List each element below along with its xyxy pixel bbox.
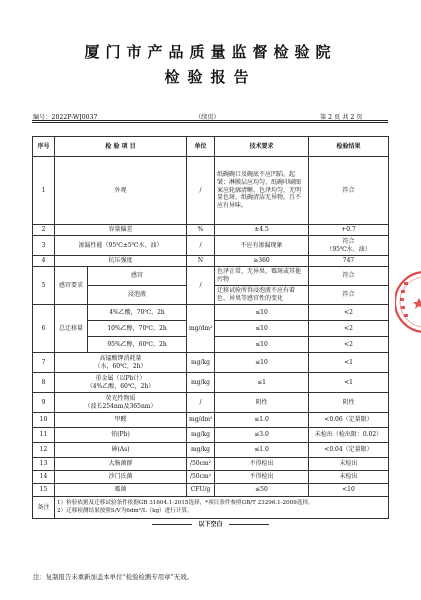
row-result: <1 xyxy=(309,353,389,373)
row-no: 2 xyxy=(33,225,55,236)
row-subitem: 10%乙醇，70℃，2h xyxy=(88,321,187,337)
header-item: 检 验 项 目 xyxy=(55,137,187,157)
official-seal-stamp xyxy=(395,262,421,342)
row-requirement: ±4.5 xyxy=(215,225,309,236)
table-row xyxy=(33,157,389,225)
report-title: 检验报告 xyxy=(164,68,257,86)
row-no: 7 xyxy=(33,353,55,373)
row-no: 11 xyxy=(33,428,55,443)
row-unit: CFU/g xyxy=(187,484,215,497)
header-unit: 单位 xyxy=(187,137,215,157)
row-requirement: 迁移试验所得浸泡液不应有着色、异臭等感官性的变化 xyxy=(215,286,309,305)
row-result: 747 xyxy=(309,256,389,267)
row-requirement: ≥360 xyxy=(215,256,309,267)
row-no: 15 xyxy=(33,484,55,497)
row-item: 甲醛 xyxy=(55,413,187,428)
row-result: <1 xyxy=(309,373,389,393)
row-requirement: ≤10 xyxy=(215,321,309,337)
row-requirement: 不应有渗漏现象 xyxy=(215,236,309,256)
row-no: 12 xyxy=(33,443,55,458)
row-result: 未检出（检出限：0.02） xyxy=(309,428,389,443)
row-no: 1 xyxy=(33,157,55,225)
row-result: <2 xyxy=(309,321,389,337)
row-no: 9 xyxy=(33,393,55,413)
header-no: 序号 xyxy=(33,137,55,157)
row-item: 荧光性物质 （波长254nm及365nm） xyxy=(55,393,187,413)
row-subitem: 95%乙醇，60℃，2h xyxy=(88,337,187,353)
row-unit: / xyxy=(187,267,215,305)
row-result: <0.04（定量限） xyxy=(309,443,389,458)
row-item: 砷(As) xyxy=(55,443,187,458)
row-result: 未检出 xyxy=(309,471,389,484)
row-item: 渗漏性能（95℃±5℃水、油） xyxy=(55,236,187,256)
row-no: 13 xyxy=(33,458,55,471)
row-requirement: ≤50 xyxy=(215,484,309,497)
row-requirement: 不得检出 xyxy=(215,471,309,484)
row-requirement: ≤1 xyxy=(215,373,309,393)
row-no: 14 xyxy=(33,471,55,484)
row-result: 符合 xyxy=(309,267,389,286)
org-name: 厦门市产品质量监督检验院 xyxy=(84,43,337,61)
table-row xyxy=(33,267,389,286)
row-unit: / xyxy=(187,393,215,413)
table-row xyxy=(33,443,389,458)
row-requirement: 阴性 xyxy=(215,393,309,413)
row-result: 符合 xyxy=(309,157,389,225)
row-unit: mg/dm² xyxy=(187,413,215,428)
row-unit: % xyxy=(187,225,215,236)
row-item: 重金属（以Pb计） （4%乙酸，60℃，2h） xyxy=(55,373,187,393)
row-unit: /50cm² xyxy=(187,471,215,484)
row-unit: mg/dm² xyxy=(187,305,215,353)
remark-line: 2）迁移检测结果按照S/V为6dm²/L（kg）进行计算。 xyxy=(57,507,193,514)
row-requirement: 不得检出 xyxy=(215,458,309,471)
end-row xyxy=(33,519,389,529)
row-no: 4 xyxy=(33,256,55,267)
table-row xyxy=(33,225,389,236)
continued-label: （续页） xyxy=(195,114,220,121)
row-no: 10 xyxy=(33,413,55,428)
page-info: 第 2 页 共 2 页 xyxy=(320,114,363,121)
row-item: 总迁移量 xyxy=(55,305,88,353)
table-row xyxy=(33,353,389,373)
row-item: 沙门氏菌 xyxy=(55,471,187,484)
row-no: 8 xyxy=(33,373,55,393)
row-result: 阴性 xyxy=(309,393,389,413)
remarks-content xyxy=(55,497,389,519)
remarks-label: 备注 xyxy=(33,497,55,519)
row-unit: mg/kg xyxy=(187,443,215,458)
remark-line: 1）检验依据及迁移试验条件依据GB 31604.1-2015选择，*项目条件参照GB/T 23296.1-2009选择。 xyxy=(57,500,314,507)
row-item: 容量偏差 xyxy=(55,225,187,236)
row-requirement: ≤3.0 xyxy=(215,428,309,443)
end-dash-left xyxy=(152,524,192,525)
table-header-row xyxy=(33,137,389,157)
end-text: 以下空白 xyxy=(198,521,223,528)
header-result: 检验结果 xyxy=(309,137,389,157)
row-subitem: 浸泡液 xyxy=(88,286,187,305)
footer-note: 注：复制报告未重新加盖本单位“检验检测专用章”无效。 xyxy=(33,573,193,581)
report-number: 编号：2022P-WJ0037 xyxy=(33,114,98,121)
row-item: 高锰酸钾消耗量 （水，60℃，2h） xyxy=(55,353,187,373)
row-unit: mg/kg xyxy=(187,428,215,443)
row-requirement: ≤1.0 xyxy=(215,443,309,458)
row-item: 霉菌 xyxy=(55,484,187,497)
remarks-row xyxy=(33,497,389,519)
table-row xyxy=(33,413,389,428)
header-requirement: 技术要求 xyxy=(215,137,309,157)
row-no: 6 xyxy=(33,305,55,353)
end-marker xyxy=(33,519,389,529)
row-requirement: ≤10 xyxy=(215,353,309,373)
row-item: 外观 xyxy=(55,157,187,225)
table-row xyxy=(33,428,389,443)
row-no: 3 xyxy=(33,236,55,256)
row-unit: /50cm² xyxy=(187,458,215,471)
table-row xyxy=(33,236,389,256)
row-requirement: ≤10 xyxy=(215,337,309,353)
row-requirement: 色泽正常，无异臭、霉斑或其他污物 xyxy=(215,267,309,286)
row-result: <2 xyxy=(309,305,389,321)
row-result: <10 xyxy=(309,484,389,497)
row-result: <0.06（定量限） xyxy=(309,413,389,428)
table-row xyxy=(33,484,389,497)
row-requirement: 纸碗碗口及碗底不应凹陷、起皱；淋膜层应均匀，纸碗印刷图案应轮廓清晰、色泽均匀，无明显色斑、纸碗清洁无异物，且不应有异味。 xyxy=(215,157,309,225)
header-rule-bottom xyxy=(32,122,388,123)
row-item: 抗压强度 xyxy=(55,256,187,267)
header-rule-top xyxy=(32,120,388,121)
row-unit: N xyxy=(187,256,215,267)
row-requirement: ≤10 xyxy=(215,305,309,321)
row-item: 感官要求 xyxy=(55,267,88,305)
row-result: +0.7 xyxy=(309,225,389,236)
table-row xyxy=(33,373,389,393)
row-result: 符合 xyxy=(309,286,389,305)
row-item: 铅(Pb) xyxy=(55,428,187,443)
row-result: <2 xyxy=(309,337,389,353)
row-unit: mg/kg xyxy=(187,353,215,373)
table-row xyxy=(33,458,389,471)
row-no: 5 xyxy=(33,267,55,305)
row-result: 未检出 xyxy=(309,458,389,471)
row-item: 大肠菌群 xyxy=(55,458,187,471)
row-result: 符合 （95℃水、油） xyxy=(309,236,389,256)
row-unit: / xyxy=(187,157,215,225)
table-row xyxy=(33,256,389,267)
inspection-table xyxy=(32,136,389,529)
table-row xyxy=(33,305,389,321)
row-subitem: 4%乙酸，70℃，2h xyxy=(88,305,187,321)
end-dash-right xyxy=(229,524,269,525)
table-row xyxy=(33,471,389,484)
row-unit: / xyxy=(187,236,215,256)
row-unit: mg/kg xyxy=(187,373,215,393)
row-subitem: 感官 xyxy=(88,267,187,286)
row-requirement: ≤1.0 xyxy=(215,413,309,428)
table-row xyxy=(33,393,389,413)
